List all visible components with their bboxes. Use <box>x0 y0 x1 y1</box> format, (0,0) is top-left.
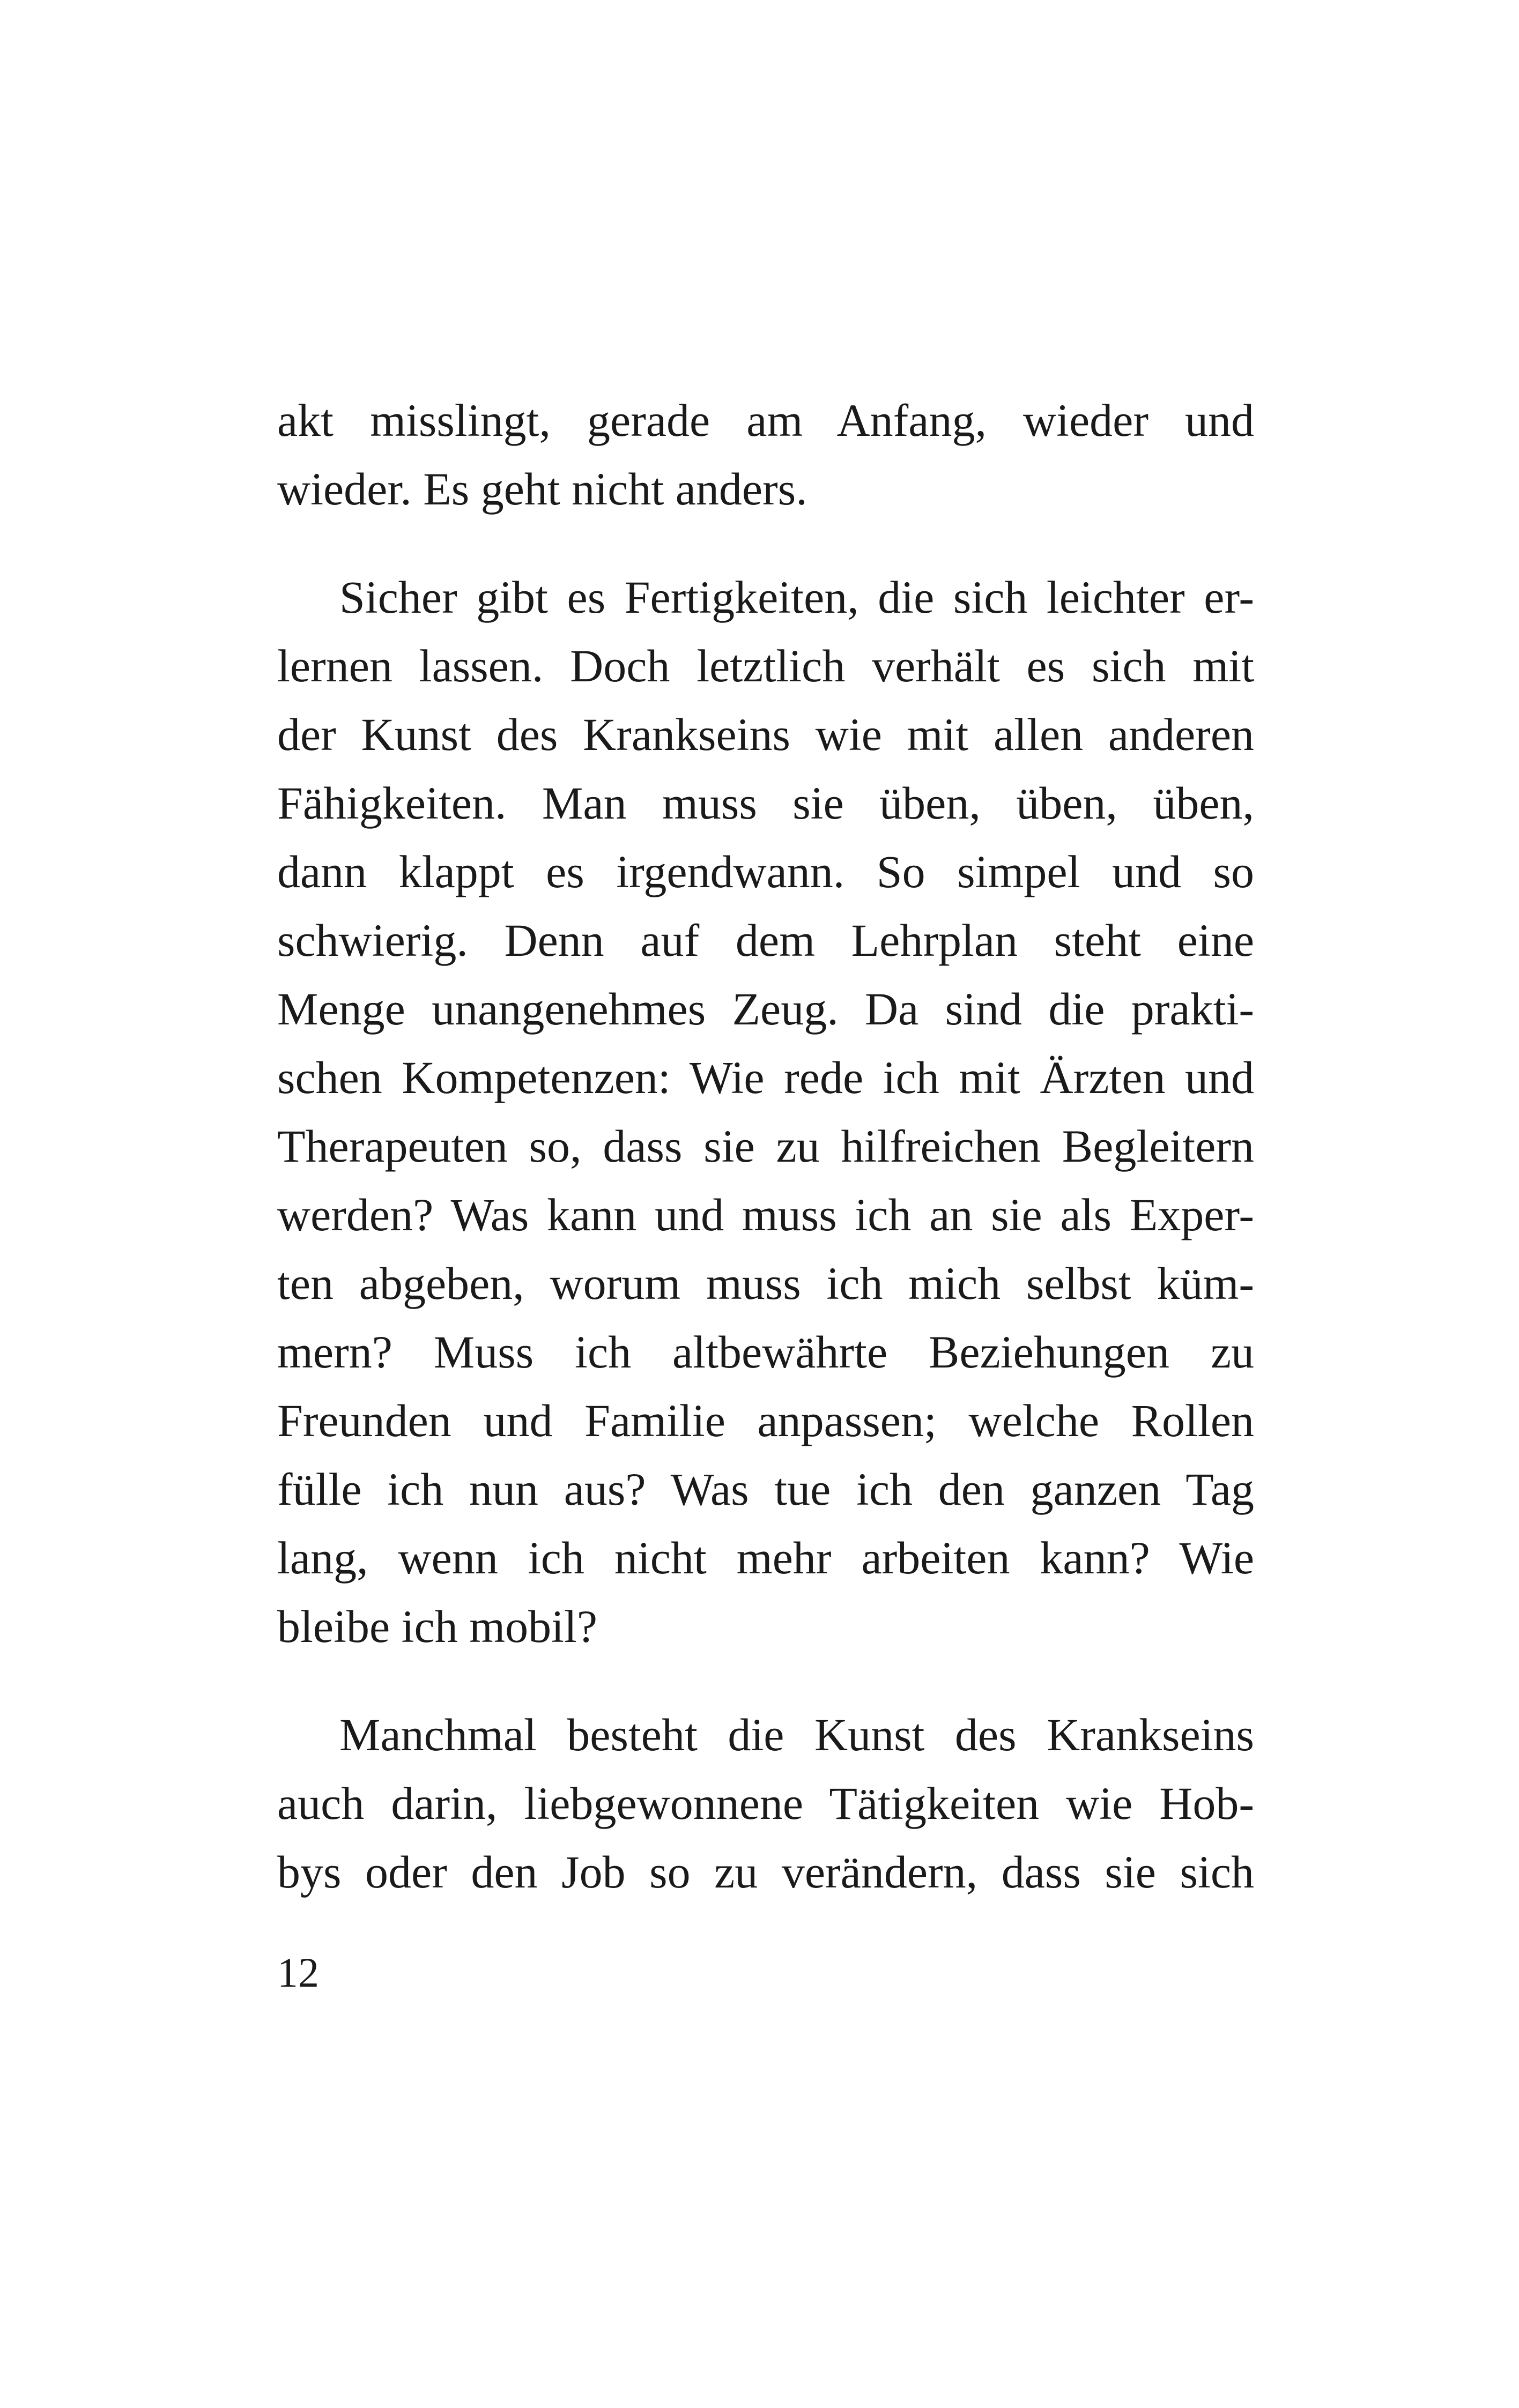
text-line: Manchmal besteht die Kunst des Krankseins <box>339 1709 1254 1760</box>
text-line: Sicher gibt es Fertigkeiten, die sich leichter er- <box>339 571 1254 623</box>
text-line: lang, wenn ich nicht mehr arbeiten kann? Wie <box>277 1532 1254 1584</box>
text-line: der Kunst des Krankseins wie mit allen anderen <box>277 709 1254 760</box>
paragraph-spacer <box>277 523 1254 563</box>
text-line: ten abgeben, worum muss ich mich selbst küm- <box>277 1258 1254 1309</box>
text-line: akt misslingt, gerade am Anfang, wieder und <box>277 395 1254 446</box>
text-line: dann klappt es irgendwann. So simpel und so <box>277 846 1254 897</box>
text-line: mern? Muss ich altbewährte Beziehungen zu <box>277 1326 1254 1378</box>
text-line: werden? Was kann und muss ich an sie als Exper- <box>277 1189 1254 1240</box>
text-line: bleibe ich mobil? <box>277 1601 598 1652</box>
paragraph <box>277 386 1254 523</box>
text-line: schwierig. Denn auf dem Lehrplan steht eine <box>277 915 1254 966</box>
page-number: 12 <box>277 1949 319 1996</box>
body-text <box>277 386 1254 1906</box>
text-line: Therapeuten so, dass sie zu hilfreichen Begleitern <box>277 1120 1254 1172</box>
text-line: auch darin, liebgewonnene Tätigkeiten wie Hob- <box>277 1778 1254 1829</box>
text-line: Fähigkeiten. Man muss sie üben, üben, üben, <box>277 777 1254 829</box>
text-line: schen Kompetenzen: Wie rede ich mit Ärzten und <box>277 1052 1254 1103</box>
text-line: Menge unangenehmes Zeug. Da sind die prakti- <box>277 983 1254 1035</box>
text-line: fülle ich nun aus? Was tue ich den ganzen Tag <box>277 1463 1254 1515</box>
paragraph <box>277 563 1254 1661</box>
text-line: wieder. Es geht nicht anders. <box>277 463 807 515</box>
text-line: bys oder den Job so zu verändern, dass sie sich <box>277 1846 1254 1898</box>
paragraph <box>277 1700 1254 1906</box>
text-line: Freunden und Familie anpassen; welche Rollen <box>277 1395 1254 1446</box>
paragraph-spacer <box>277 1661 1254 1700</box>
text-line: lernen lassen. Doch letztlich verhält es sich mit <box>277 640 1254 692</box>
